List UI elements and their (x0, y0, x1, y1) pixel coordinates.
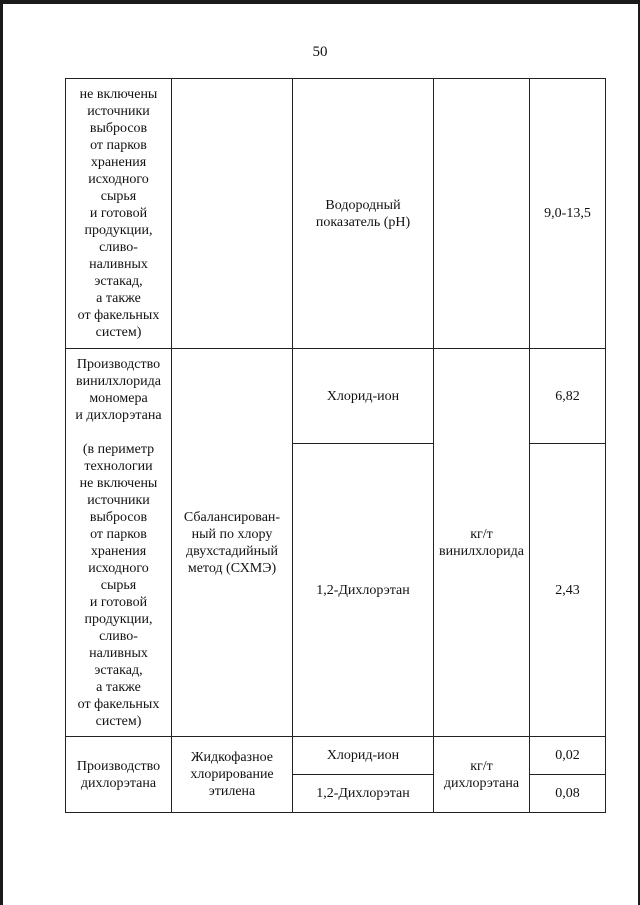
scan-edge-top (0, 0, 640, 4)
text-line: сливо- (99, 240, 138, 255)
method-text (176, 509, 288, 577)
text-line: хлорирование (190, 767, 274, 782)
text-line: наливных (89, 257, 148, 272)
page-number: 50 (312, 44, 328, 60)
text-line: Производство (76, 356, 161, 372)
text-line: кг/т (470, 526, 493, 542)
table-row (66, 349, 606, 444)
value-cell: 9,0-13,5 (530, 79, 606, 349)
text-line: и дихлорэтана (75, 407, 162, 423)
text-line: а также (96, 291, 141, 306)
text-line: от факельных (77, 308, 160, 323)
substance-cell: Хлорид-ион (293, 349, 434, 444)
text-line: наливных (89, 645, 148, 661)
method-cell (172, 349, 293, 737)
text-line: технологии (84, 458, 153, 474)
indicator-text (297, 197, 429, 231)
text-line: систем) (95, 325, 142, 340)
text-line: показатель (рН) (315, 214, 411, 230)
text-line: двухстадийный (185, 543, 279, 559)
text-line: метод (СХМЭ) (187, 560, 277, 576)
production-name (70, 356, 167, 424)
text-line: Сбалансирован- (183, 509, 281, 525)
text-line: а также (96, 679, 141, 695)
text-line: и готовой (89, 206, 148, 221)
value-cell: 2,43 (530, 444, 606, 737)
text-line: продукции, (84, 611, 153, 627)
text-line: эстакад, (94, 274, 143, 289)
text-line: от парков (90, 138, 147, 153)
substance-cell: 1,2-Дихлорэтан (293, 775, 434, 813)
text-line: выбросов (89, 121, 148, 136)
text-line: сливо- (99, 628, 138, 644)
unit-text (438, 526, 525, 560)
text-line: Производство (76, 758, 161, 774)
text-line: ный по хлору (191, 526, 273, 542)
text-line: хранения (90, 543, 147, 559)
production-name (70, 758, 167, 792)
emissions-table (65, 78, 606, 813)
text-line: исходного (88, 172, 149, 187)
value-cell: 0,08 (530, 775, 606, 813)
text-line: источники (87, 104, 150, 119)
table-row (66, 737, 606, 775)
text-line: Водородный (325, 197, 401, 213)
unit-cell (434, 349, 530, 737)
text-line: и готовой (89, 594, 148, 610)
text-line: кг/т (470, 758, 493, 774)
text-line: хранения (90, 155, 147, 170)
text-line: продукции, (84, 223, 153, 238)
text-line: мономера (89, 390, 148, 406)
substance-cell: 1,2-Дихлорэтан (293, 444, 434, 737)
method-cell (172, 737, 293, 813)
text-line: сырья (100, 577, 137, 593)
text-line: не включены (79, 87, 158, 102)
substance-cell: Хлорид-ион (293, 737, 434, 775)
scan-edge-left (0, 0, 3, 905)
production-continued-text (70, 86, 167, 341)
unit-cell (434, 79, 530, 349)
text-line: дихлорэтана (443, 775, 520, 791)
text-line: от парков (90, 526, 147, 542)
production-cell (66, 349, 172, 737)
text-line: эстакад, (94, 662, 143, 678)
unit-text (438, 758, 525, 792)
method-text (176, 749, 288, 800)
text-line: источники (87, 492, 150, 508)
production-cell (66, 737, 172, 813)
value-cell: 0,02 (530, 737, 606, 775)
text-line: винилхлорида (76, 373, 161, 389)
production-perimeter-note (70, 441, 167, 730)
text-line: от факельных (77, 696, 160, 712)
value-cell: 6,82 (530, 349, 606, 444)
method-cell (172, 79, 293, 349)
text-line: Жидкофазное (191, 750, 273, 765)
text-line: дихлорэтана (80, 775, 157, 791)
unit-cell (434, 737, 530, 813)
indicator-cell (293, 79, 434, 349)
table-row (66, 79, 606, 349)
text-line: не включены (79, 475, 158, 491)
text-line: выбросов (89, 509, 148, 525)
text-line: (в периметр (82, 441, 155, 457)
production-cell (66, 79, 172, 349)
text-line: исходного (88, 560, 149, 576)
text-line: винилхлорида (439, 543, 524, 559)
text-line: систем) (95, 713, 142, 729)
text-line: сырья (100, 189, 137, 204)
text-line: этилена (208, 784, 256, 799)
